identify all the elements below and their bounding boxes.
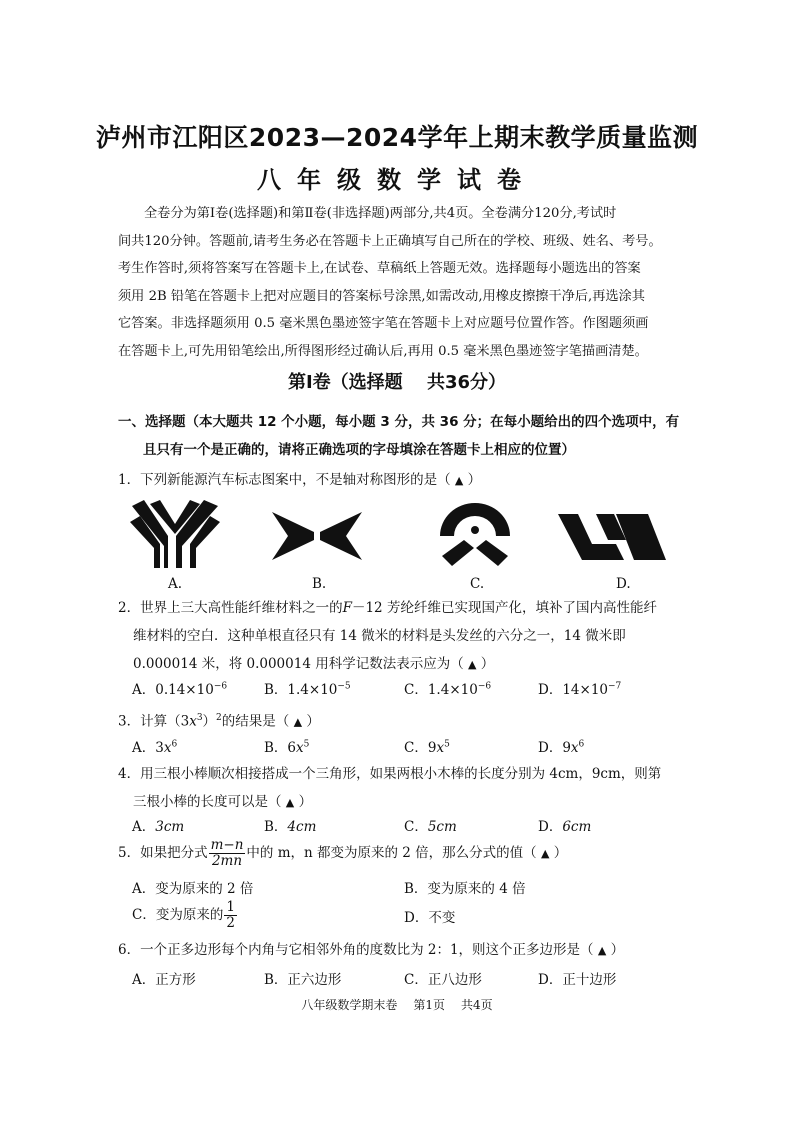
option-value: 5cm xyxy=(427,819,457,835)
q4-option-b[interactable] xyxy=(264,815,316,835)
question-5-text: 5．如果把分式 xyxy=(118,845,208,861)
question-5 xyxy=(118,838,567,869)
option-letter: C． xyxy=(404,682,428,698)
option-var: x xyxy=(436,740,445,756)
question-2-line xyxy=(118,650,657,679)
option-letter: C． xyxy=(404,740,428,756)
question-1 xyxy=(118,466,481,495)
question-4 xyxy=(118,760,661,817)
option-exponent: 6 xyxy=(578,739,585,750)
option-letter: B． xyxy=(264,819,288,835)
question-4-line xyxy=(118,788,661,817)
option-label-b: B. xyxy=(312,576,327,592)
logo-d-image xyxy=(556,512,668,562)
option-value: 9 xyxy=(562,740,571,756)
instructions-line: 它答案。非选择题须用 0.5 毫米黑色墨迹签字笔在答题卡上对应题号位置作答。作图题须画 xyxy=(118,316,649,331)
option-exponent: −7 xyxy=(608,681,622,692)
question-2-line: 维材料的空白．这种单根直径只有 14 微米的材料是头发丝的六分之一，14 微米即 xyxy=(133,628,626,644)
q5-option-a[interactable]: A．变为原来的 2 倍 xyxy=(132,881,254,897)
option-text: C．变为原来的 xyxy=(132,907,224,923)
question-3-exponent: 3 xyxy=(196,713,203,723)
question-2-text: 2．世界上三大高性能纤维材料之一的 xyxy=(118,600,343,616)
answer-marker: ▲ xyxy=(540,847,550,860)
exam-title: 泸州市江阳区2023—2024学年上期末教学质量监测 xyxy=(95,123,699,152)
q4-option-d[interactable] xyxy=(538,815,591,835)
question-2-line xyxy=(118,594,657,622)
option-value: 3 xyxy=(155,740,164,756)
q4-option-a[interactable] xyxy=(132,815,184,835)
option-letter: B． xyxy=(264,682,288,698)
instructions-line: 在答题卡上,可先用铅笔绘出,所得图形经过确认后,再用 0.5 毫米黑色墨迹签字笔描画清楚。 xyxy=(118,343,648,359)
logo-a-image xyxy=(130,498,220,570)
fraction-denominator: 2mn xyxy=(211,853,243,869)
question-3-text: 的结果是（ xyxy=(221,713,290,730)
logo-b-image xyxy=(270,510,364,562)
option-value: 0.14×10 xyxy=(155,682,214,698)
q2-option-d[interactable] xyxy=(538,678,621,698)
fraction xyxy=(209,838,246,869)
answer-marker: ▲ xyxy=(597,944,607,957)
question-3 xyxy=(118,704,320,737)
instructions-line: 须用 2B 铅笔在答题卡上把对应题目的答案标号涂黑,如需改动,用橡皮擦擦干净后,再选涂其 xyxy=(118,288,645,304)
question-5-text: 中的 m，n 都变为原来的 2 倍，那么分式的值（ xyxy=(246,845,537,861)
question-4-line: 4．用三根小棒顺次相接搭成一个三角形，如果两根小木棒的长度分别为 4cm，9cm，则第 xyxy=(118,766,662,782)
question-6 xyxy=(118,936,624,965)
fraction-denominator: 2 xyxy=(226,915,235,931)
question-1-close: ） xyxy=(467,472,482,488)
instructions-line: 全卷分为第Ⅰ卷(选择题)和第Ⅱ卷(非选择题)两部分,共4页。全卷满分120分,考试时 xyxy=(144,206,617,221)
fraction xyxy=(224,900,237,931)
footer-exam-name: 八年级数学期末卷 xyxy=(301,998,398,1012)
q5-option-d[interactable]: D．不变 xyxy=(404,910,456,926)
q6-option-b[interactable]: B．正六边形 xyxy=(264,972,342,988)
answer-marker: ▲ xyxy=(285,796,295,809)
question-3-close: ） xyxy=(306,713,320,730)
option-var: x xyxy=(163,740,172,756)
option-value: 4cm xyxy=(287,819,317,835)
question-2-text: －12 芳纶纤维已实现国产化，填补了国内高性能纤 xyxy=(351,600,657,616)
option-var: x xyxy=(570,740,579,756)
option-letter: A． xyxy=(132,740,156,756)
question-6-close: ） xyxy=(610,942,625,958)
option-exponent: 5 xyxy=(303,739,310,750)
option-letter: D． xyxy=(538,740,563,756)
option-exponent: −5 xyxy=(337,681,351,692)
q2-option-c[interactable] xyxy=(404,678,491,698)
option-letter: C． xyxy=(404,819,428,835)
q3-option-d[interactable] xyxy=(538,736,584,756)
question-2 xyxy=(118,594,657,679)
option-value: 6cm xyxy=(562,819,592,835)
page-footer xyxy=(0,996,794,1013)
question-2-var: F xyxy=(342,600,352,616)
option-var: x xyxy=(296,740,304,756)
q6-option-c[interactable]: C．正八边形 xyxy=(404,972,482,988)
section-title: 第Ⅰ卷（选择题 共36分） xyxy=(287,372,506,393)
option-label-d: D. xyxy=(616,576,631,592)
question-4-text: 三根小棒的长度可以是（ xyxy=(133,794,282,810)
q2-option-b[interactable] xyxy=(264,678,351,698)
answer-marker: ▲ xyxy=(468,658,477,671)
answer-marker: ▲ xyxy=(293,715,303,729)
option-value: 14×10 xyxy=(562,682,608,698)
q5-option-c[interactable] xyxy=(132,900,238,931)
q5-option-b[interactable]: B．变为原来的 4 倍 xyxy=(404,881,526,897)
question-6-stem: 6．一个正多边形每个内角与它相邻外角的度数比为 2：1，则这个正多边形是（ xyxy=(118,942,594,958)
fraction-numerator: m−n xyxy=(210,837,244,853)
q2-option-a[interactable] xyxy=(132,678,227,698)
question-2-close: ） xyxy=(480,656,495,672)
question-4-close: ） xyxy=(298,794,313,810)
option-exponent: 6 xyxy=(171,739,178,750)
exam-subtitle: 八年级数学试卷 xyxy=(257,166,537,194)
option-exponent: −6 xyxy=(477,681,492,692)
option-letter: D． xyxy=(538,682,563,698)
logo-c-image xyxy=(436,500,514,572)
question-1-stem: 1．下列新能源汽车标志图案中，不是轴对称图形的是（ xyxy=(118,472,451,488)
q4-option-c[interactable] xyxy=(404,815,457,835)
question-3-var: x xyxy=(189,713,197,730)
option-value: 3cm xyxy=(155,819,185,835)
option-exponent: 5 xyxy=(444,739,450,750)
instructions-line: 间共120分钟。答题前,请考生务必在答题卡上正确填写自己所在的学校、班级、姓名、考号。 xyxy=(118,233,662,249)
question-3-text: 3．计算（3 xyxy=(118,713,190,730)
option-letter: A． xyxy=(132,682,156,698)
instructions-line: 考生作答时,须将答案写在答题卡上,在试卷、草稿纸上答题无效。选择题每小题选出的答案 xyxy=(118,261,641,276)
option-label-a: A. xyxy=(168,576,183,592)
q3-option-a[interactable] xyxy=(132,736,177,756)
option-value: 1.4×10 xyxy=(287,682,338,698)
option-letter: D． xyxy=(538,819,563,835)
option-letter: B． xyxy=(264,740,288,756)
q6-option-a[interactable]: A．正方形 xyxy=(132,972,196,988)
question-2-text: 0.000014 米，将 0.000014 用科学记数法表示应为（ xyxy=(133,656,464,672)
option-value: 1.4×10 xyxy=(427,682,478,698)
question-5-close: ） xyxy=(553,845,568,861)
option-value: 6 xyxy=(287,740,297,756)
part-heading-line1: 一、选择题（本大题共 12 个小题，每小题 3 分，共 36 分；在每小题给出的四个选项中，有 xyxy=(118,414,680,430)
option-letter: A． xyxy=(132,819,156,835)
footer-page-number: 第1页 xyxy=(413,998,445,1012)
option-value: 9 xyxy=(427,740,437,756)
q3-option-c[interactable] xyxy=(404,736,450,756)
fraction-numerator: 1 xyxy=(226,899,235,915)
option-label-c: C. xyxy=(470,576,485,592)
q6-option-d[interactable]: D．正十边形 xyxy=(538,972,617,988)
question-3-exponent: 2 xyxy=(216,713,222,723)
footer-total-pages: 共4页 xyxy=(461,998,493,1012)
q3-option-b[interactable] xyxy=(264,736,309,756)
answer-marker: ▲ xyxy=(454,474,464,487)
option-exponent: −6 xyxy=(213,681,228,692)
part-heading xyxy=(118,408,694,464)
question-3-text: ） xyxy=(202,713,217,730)
part-heading-line2: 且只有一个是正确的，请将正确选项的字母填涂在答题卡上相应的位置） xyxy=(143,442,575,458)
instructions xyxy=(118,200,680,365)
